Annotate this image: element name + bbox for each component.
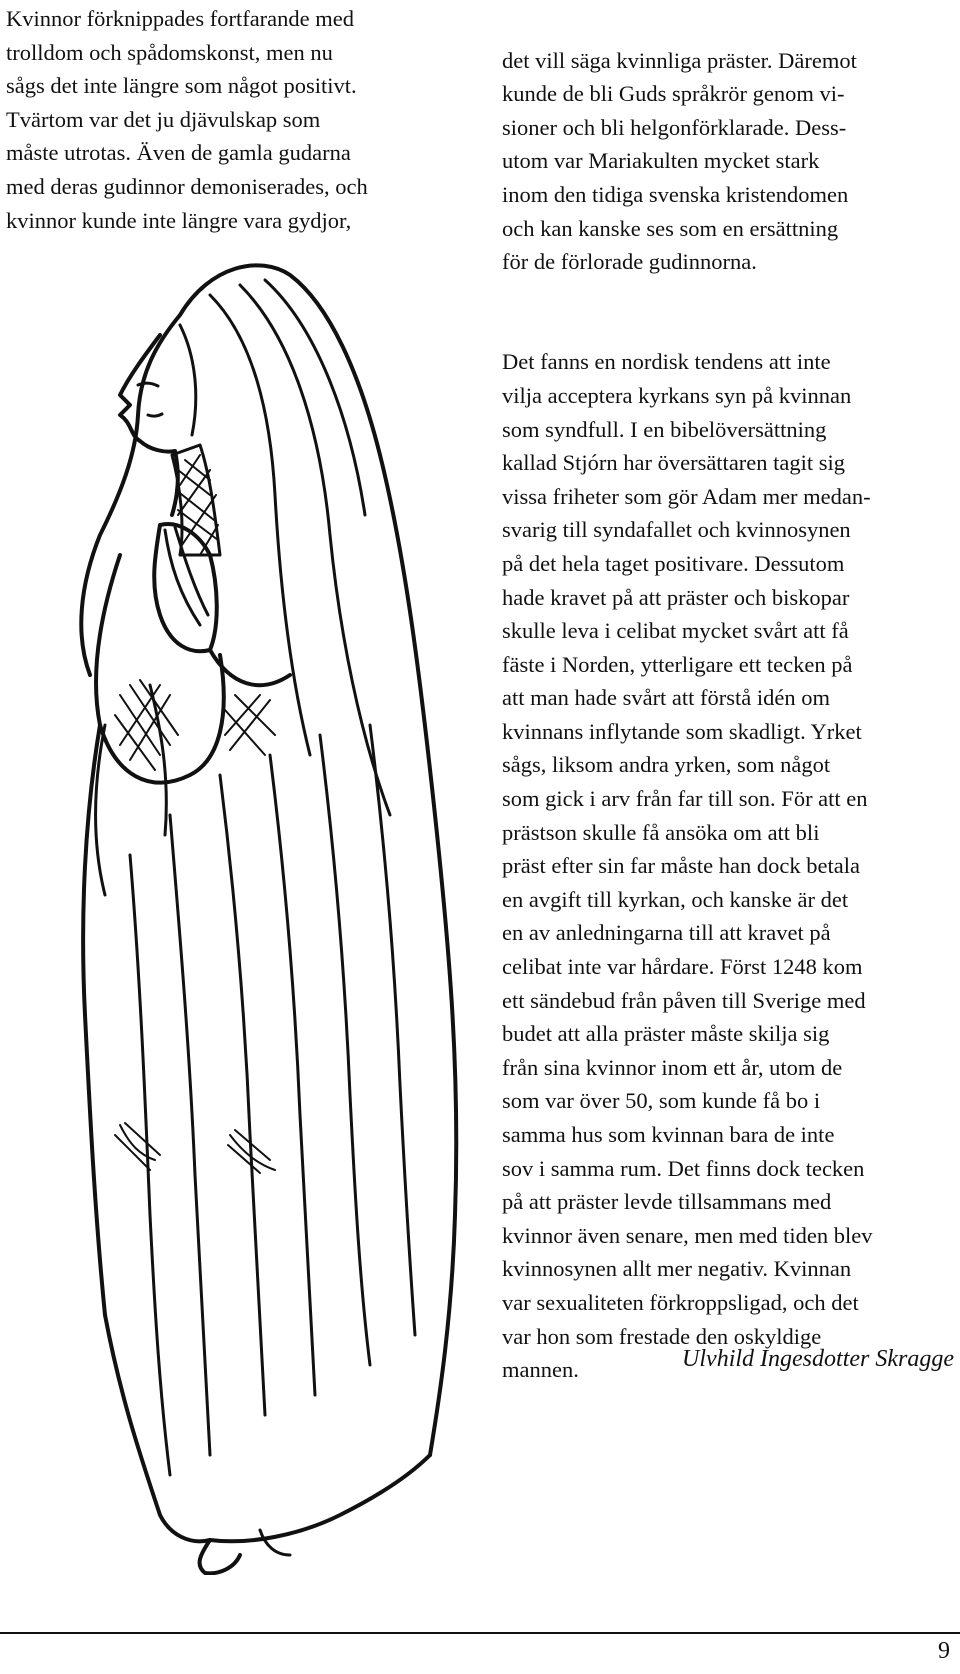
left-column-text: Kvinnor förknippades fortfarande med trolldom och spådomskonst, men nu sågs det inte längre som något positivt. Tvärtom var det ju djävulskap som måste utrotas. Även de gamla gudarna med deras gudinnor demoniserades, och kvinnor kunde inte längre vara gydjor, (6, 6, 368, 233)
praying-woman-illustration (60, 255, 490, 1575)
paragraph-2: Det fanns en nordisk tendens att inte vilja acceptera kyrkans syn på kvinnan som syndfull. I en bibelöversättning kallad Stjórn har översättaren tagit sig vissa friheter som gör Adam mer medan- svarig till syndafallet och kvinnosynen på det hela taget positivare. Dessutom hade kravet på att präster och biskopar skulle leva i celibat mycket svårt att få fäste i Norden, ytterligare ett tecken på att man hade svårt att förstå idén om kvinnans inflytande som skadligt. Yrket sågs, liksom andra yrken, som något som gick i arv från far till son. För att en prästson skulle få ansöka om att bli präst efter sin far måste han dock betala en avgift till kyrkan, och kanske är det en av anledningarna till att kravet på celibat inte var hårdare. Först 1248 kom ett sändebud från påven till Sverige med budet att alla präster måste skilja sig från sina kvinnor inom ett år, utom de som var över 50, som kunde få bo i samma hus som kvinnan bara de inte sov i samma rum. Det finns dock tecken på att präster levde tillsammans med kvinnor även senare, men med tiden blev kvinnosynen allt mer negativ. Kvinnan var sexualiteten förkroppsligad, och det var hon som frestade den oskyldige mannen. (502, 349, 873, 1383)
paragraph-1: det vill säga kvinnliga präster. Däremot kunde de bli Guds språkrör genom vi- sioner och bli helgonförklarade. Dess- utom var Mariakulten mycket stark inom den tidiga svenska kristendomen och kan kanske ses som en ersättning för de förlorade gudinnorna. (502, 47, 857, 275)
right-column (502, 10, 957, 1420)
author-signature: Ulvhild Ingesdotter Skragge (682, 1346, 954, 1372)
footer-rule (0, 1632, 960, 1634)
page-number: 9 (938, 1638, 950, 1664)
